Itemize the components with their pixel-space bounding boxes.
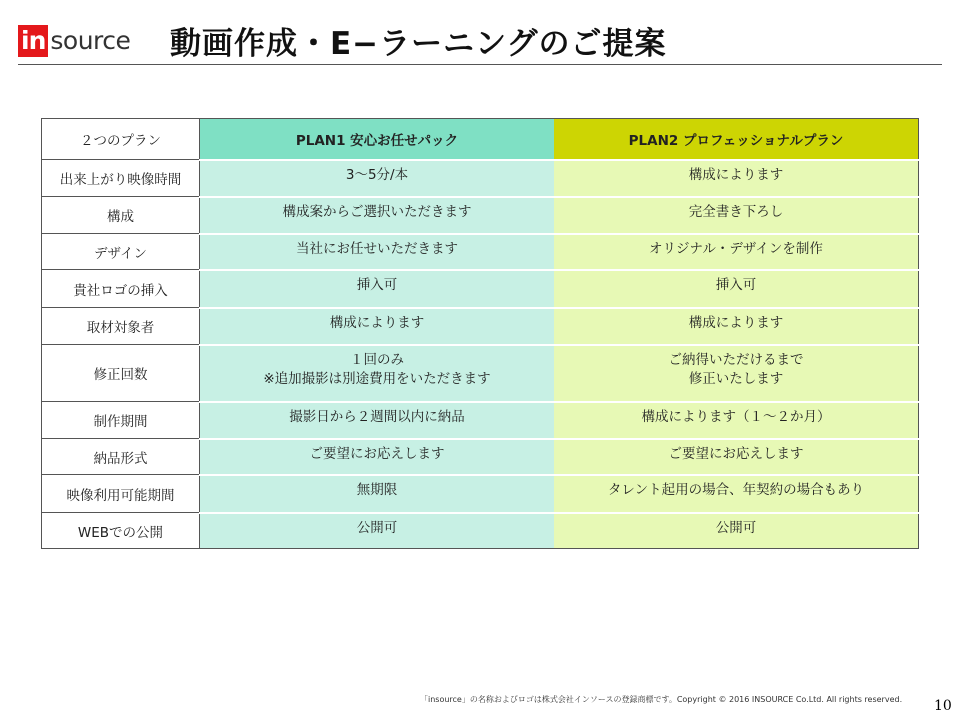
plan2-cell-line: 構成によります [688,166,784,183]
plan2-cell-line: タレント起用の場合、年契約の場合もあり [607,481,865,498]
plan2-cell [554,439,919,475]
table-row [42,513,919,549]
plan1-cell-line: 撮影日から２週間以内に納品 [289,408,465,425]
plan1-cell [200,197,555,234]
row-label: 出来上がり映像時間 [42,160,200,197]
plan1-cell-line: 3〜5分/本 [345,166,409,183]
plan2-cell [554,160,919,197]
plan1-cell [200,308,555,345]
table-row [42,160,919,197]
plan2-cell-line: 構成によります [688,314,784,331]
plan2-cell-line: 修正いたします [688,370,784,387]
plan2-cell [554,234,919,270]
plan1-cell [200,345,555,402]
page-number: 10 [934,698,952,714]
plan2-cell [554,345,919,402]
plan1-cell-line: １回のみ [350,351,404,368]
table-row [42,345,919,402]
logo-wordmark: source [50,26,131,55]
table-row [42,475,919,513]
plan1-cell-line: 公開可 [356,519,398,536]
plan1-cell [200,402,555,439]
plan1-cell-line: 無期限 [356,481,398,498]
row-label: 映像利用可能期間 [42,475,200,513]
table-header-row [42,119,919,160]
plan2-cell-line: ご要望にお応えします [668,445,804,462]
title-divider [18,64,942,65]
table-row [42,197,919,234]
table-row [42,402,919,439]
row-label: 制作期間 [42,402,200,439]
table-row [42,234,919,270]
page-title: 動画作成・E−ラーニングのご提案 [170,26,667,62]
plan1-cell [200,439,555,475]
plan2-cell-line: 挿入可 [715,276,757,293]
plan2-cell [554,475,919,513]
plan1-cell-line: ご要望にお応えします [309,445,445,462]
plan1-cell [200,513,555,549]
plan2-cell-line: 完全書き下ろし [688,203,784,220]
table-row [42,270,919,308]
plan2-cell [554,513,919,549]
insource-logo [18,24,130,58]
row-label: WEBでの公開 [42,513,200,549]
plan2-cell [554,270,919,308]
plan2-cell [554,197,919,234]
plan1-cell [200,475,555,513]
row-label: 納品形式 [42,439,200,475]
row-label: 貴社ロゴの挿入 [42,270,200,308]
plan1-header: PLAN1 安心お任せパック [200,119,555,160]
plan2-header: PLAN2 プロフェッショナルプラン [554,119,919,160]
plan1-cell-line: 当社にお任せいただきます [296,240,458,257]
plan1-cell [200,160,555,197]
plan2-cell-line: 構成によります（１〜２か月） [641,408,831,425]
table-row [42,439,919,475]
plan-comparison-table [41,118,919,549]
row-label: 取材対象者 [42,308,200,345]
header-label-cell: ２つのプラン [42,119,200,160]
copyright-footer: 「insource」の名称およびロゴは株式会社インソースの登録商標です。Copyright © 2016 INSOURCE Co.Ltd. All rights reserved. [420,695,903,704]
plan1-cell-line: 構成によります [329,314,425,331]
plan1-cell-line: 挿入可 [356,276,398,293]
logo-in-mark: in [18,25,48,57]
plan1-cell [200,270,555,308]
row-label: 構成 [42,197,200,234]
row-label: 修正回数 [42,345,200,402]
row-label: デザイン [42,234,200,270]
plan1-cell-line: 構成案からご選択いただきます [282,203,472,220]
plan2-cell-line: 公開可 [715,519,757,536]
plan1-cell-line: ※追加撮影は別途費用をいただきます [263,370,491,387]
plan2-cell [554,402,919,439]
plan2-cell-line: ご納得いただけるまで [668,351,804,368]
plan1-cell [200,234,555,270]
plan2-cell-line: オリジナル・デザインを制作 [649,240,823,257]
plan2-cell [554,308,919,345]
table-row [42,308,919,345]
